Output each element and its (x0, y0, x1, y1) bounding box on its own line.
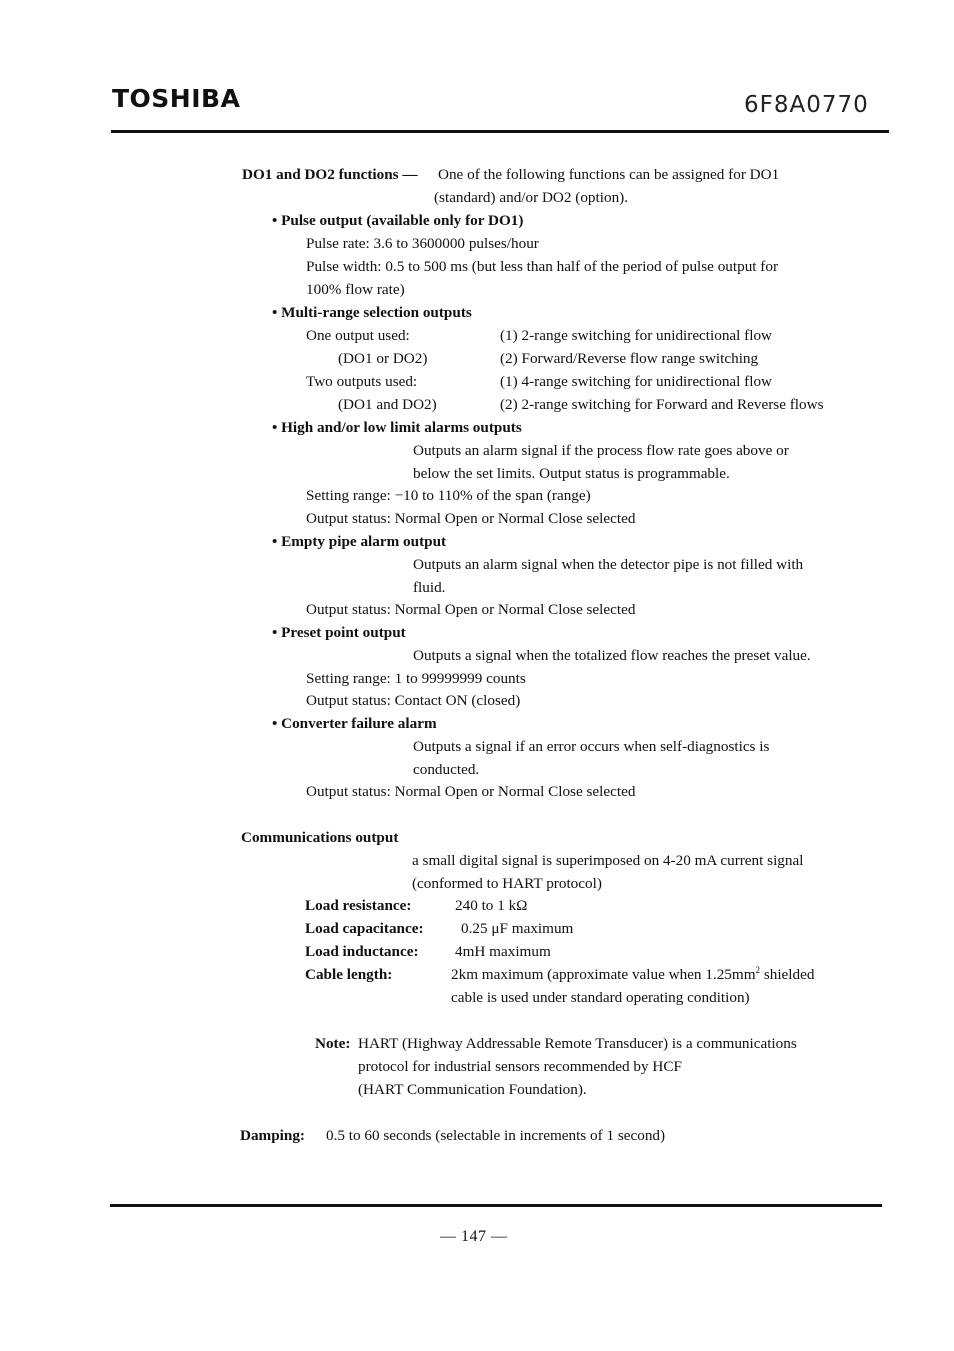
header-rule (111, 130, 889, 133)
highlow-heading: • High and/or low limit alarms outputs (272, 419, 522, 436)
cable-length-value-b: shielded (760, 966, 815, 983)
preset-heading: • Preset point output (272, 624, 406, 641)
cable-length-label: Cable length: (305, 966, 393, 983)
multirange-one-sub: (DO1 or DO2) (338, 350, 428, 367)
empty-pipe-heading: • Empty pipe alarm output (272, 533, 447, 550)
empty-pipe-output-status: Output status: Normal Open or Normal Close selected (306, 601, 636, 618)
empty-pipe-desc-2: fluid. (413, 579, 446, 596)
damping-label: Damping: (240, 1127, 305, 1144)
multirange-one-option-1: (1) 2-range switching for unidirectional flow (500, 327, 773, 344)
failure-desc-1: Outputs a signal if an error occurs when self-diagnostics is (413, 738, 770, 755)
multirange-one-option-2: (2) Forward/Reverse flow range switching (500, 350, 759, 367)
load-inductance-value: 4mH maximum (455, 943, 551, 960)
pulse-rate: Pulse rate: 3.6 to 3600000 pulses/hour (306, 235, 539, 252)
highlow-desc-1: Outputs an alarm signal if the process flow rate goes above or (413, 442, 789, 459)
load-resistance-value: 240 to 1 kΩ (455, 897, 528, 914)
brand-logo: TOSHIBA (112, 84, 241, 113)
failure-output-status: Output status: Normal Open or Normal Close selected (306, 783, 636, 800)
cable-length-value-2: cable is used under standard operating condition) (451, 989, 750, 1006)
note-line-3: (HART Communication Foundation). (358, 1081, 587, 1098)
multirange-one-label: One output used: (306, 327, 410, 344)
cable-length-value-1 (451, 965, 814, 985)
highlow-desc-2: below the set limits. Output status is programmable. (413, 465, 730, 482)
communications-desc-1: a small digital signal is superimposed on 4-20 mA current signal (412, 852, 804, 869)
cable-length-superscript: 2 (755, 964, 761, 975)
multirange-two-sub: (DO1 and DO2) (338, 396, 437, 413)
failure-heading: • Converter failure alarm (272, 715, 437, 732)
document-number: 6F8A0770 (744, 92, 869, 118)
load-inductance-label: Load inductance: (305, 943, 419, 960)
load-capacitance-value: 0.25 μF maximum (461, 920, 574, 937)
footer-rule (110, 1204, 882, 1207)
multirange-heading: • Multi-range selection outputs (272, 304, 472, 321)
do-functions-intro-2: (standard) and/or DO2 (option). (434, 189, 629, 206)
note-line-2: protocol for industrial sensors recommended by HCF (358, 1058, 682, 1075)
failure-desc-2: conducted. (413, 761, 480, 778)
preset-desc-1: Outputs a signal when the totalized flow reaches the preset value. (413, 647, 811, 664)
communications-desc-2: (conformed to HART protocol) (412, 875, 602, 892)
pulse-width-line-2: 100% flow rate) (306, 281, 405, 298)
multirange-two-option-1: (1) 4-range switching for unidirectional flow (500, 373, 773, 390)
empty-pipe-desc-1: Outputs an alarm signal when the detector pipe is not filled with (413, 556, 804, 573)
preset-setting-range: Setting range: 1 to 99999999 counts (306, 670, 526, 687)
note-label: Note: (315, 1035, 351, 1052)
multirange-two-label: Two outputs used: (306, 373, 418, 390)
highlow-setting-range: Setting range: −10 to 110% of the span (range) (306, 487, 591, 504)
do-functions-title: DO1 and DO2 functions — (242, 166, 418, 183)
note-line-1: HART (Highway Addressable Remote Transducer) is a communications (358, 1035, 797, 1052)
page-number: — 147 — (440, 1228, 508, 1245)
pulse-output-heading: • Pulse output (available only for DO1) (272, 212, 524, 229)
damping-value: 0.5 to 60 seconds (selectable in increments of 1 second) (326, 1127, 666, 1144)
communications-title: Communications output (241, 829, 399, 846)
load-capacitance-label: Load capacitance: (305, 920, 424, 937)
load-resistance-label: Load resistance: (305, 897, 412, 914)
pulse-width-line-1: Pulse width: 0.5 to 500 ms (but less than half of the period of pulse output for (306, 258, 779, 275)
multirange-two-option-2: (2) 2-range switching for Forward and Reverse flows (500, 396, 824, 413)
preset-output-status: Output status: Contact ON (closed) (306, 692, 521, 709)
do-functions-intro-1: One of the following functions can be assigned for DO1 (438, 166, 780, 183)
cable-length-value-a: 2km maximum (approximate value when 1.25mm (451, 966, 756, 983)
highlow-output-status: Output status: Normal Open or Normal Close selected (306, 510, 636, 527)
